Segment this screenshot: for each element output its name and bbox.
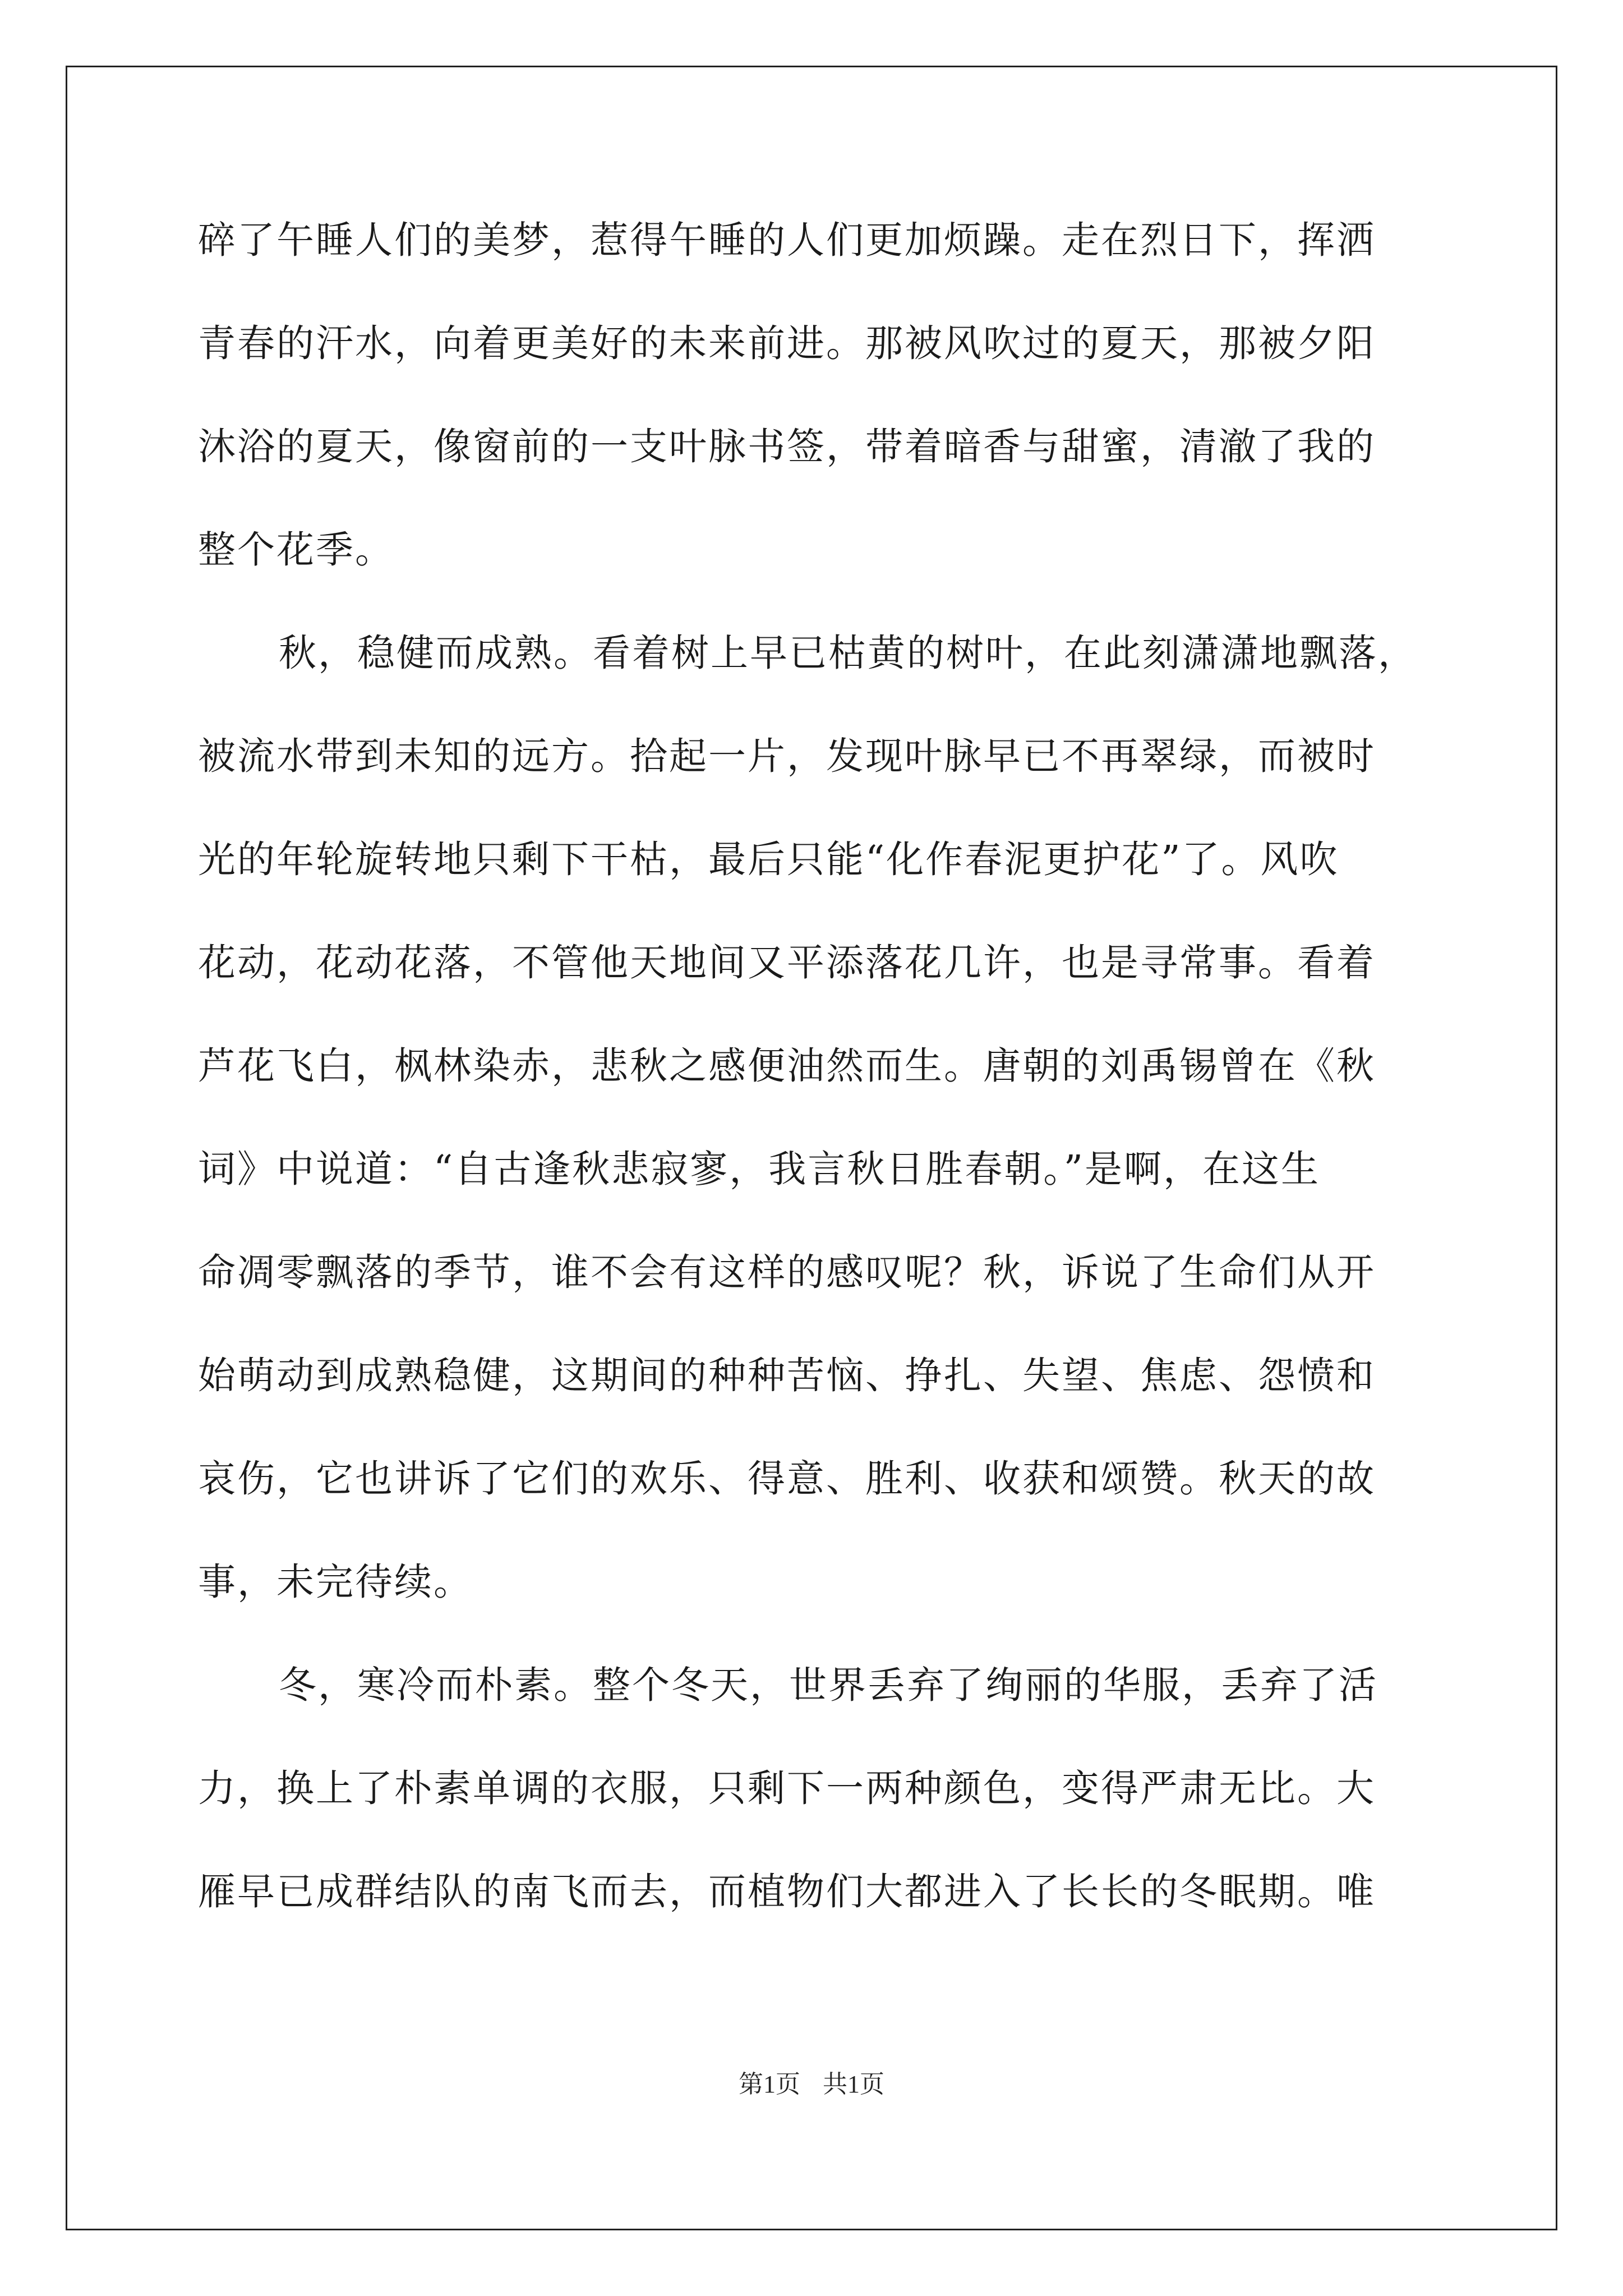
text-line: 事，未完待续。 <box>198 1560 473 1604</box>
text-line: 青春的汗水，向着更美好的未来前进。那被风吹过的夏天，那被夕阳 <box>198 321 1376 365</box>
text-line: 碎了午睡人们的美梦，惹得午睡的人们更加烦躁。走在烈日下，挥洒 <box>198 218 1376 262</box>
text-line: 光的年轮旋转地只剩下干枯，最后只能“化作春泥更护花”了。风吹 <box>198 838 1339 881</box>
text-line: 始萌动到成熟稳健，这期间的种种苦恼、挣扎、失望、焦虑、怨愤和 <box>198 1354 1376 1397</box>
text-line: 被流水带到未知的远方。拾起一片，发现叶脉早已不再翠绿，而被时 <box>198 734 1376 778</box>
page-footer <box>0 2068 1623 2101</box>
page-number: 第1页 <box>739 2070 800 2098</box>
text-line: 雁早已成群结队的南飞而去，而植物们大都进入了长长的冬眠期。唯 <box>198 1870 1376 1913</box>
page-total: 共1页 <box>823 2070 884 2098</box>
text-line: 力，换上了朴素单调的衣服，只剩下一两种颜色，变得严肃无比。大 <box>198 1766 1376 1810</box>
paragraph-start-autumn: 秋，稳健而成熟。看着树上早已枯黄的树叶，在此刻潇潇地飘落， <box>279 631 1417 675</box>
text-line: 命凋零飘落的季节，谁不会有这样的感叹呢？秋，诉说了生命们从开 <box>198 1250 1376 1294</box>
text-line: 整个花季。 <box>198 528 394 572</box>
document-body <box>198 212 1432 1967</box>
text-line: 芦花飞白，枫林染赤，悲秋之感便油然而生。唐朝的刘禹锡曾在《秋 <box>198 1044 1376 1088</box>
text-line: 哀伤，它也讲诉了它们的欢乐、得意、胜利、收获和颂赞。秋天的故 <box>198 1457 1376 1501</box>
text-line: 词》中说道：“自古逢秋悲寂寥，我言秋日胜春朝。”是啊，在这生 <box>198 1147 1321 1191</box>
text-line: 花动，花动花落，不管他天地间又平添落花几许，也是寻常事。看着 <box>198 941 1376 984</box>
text-line: 沐浴的夏天，像窗前的一支叶脉书签，带着暗香与甜蜜，清澈了我的 <box>198 425 1376 468</box>
paragraph-start-winter: 冬，寒冷而朴素。整个冬天，世界丢弃了绚丽的华服，丢弃了活 <box>279 1663 1378 1707</box>
